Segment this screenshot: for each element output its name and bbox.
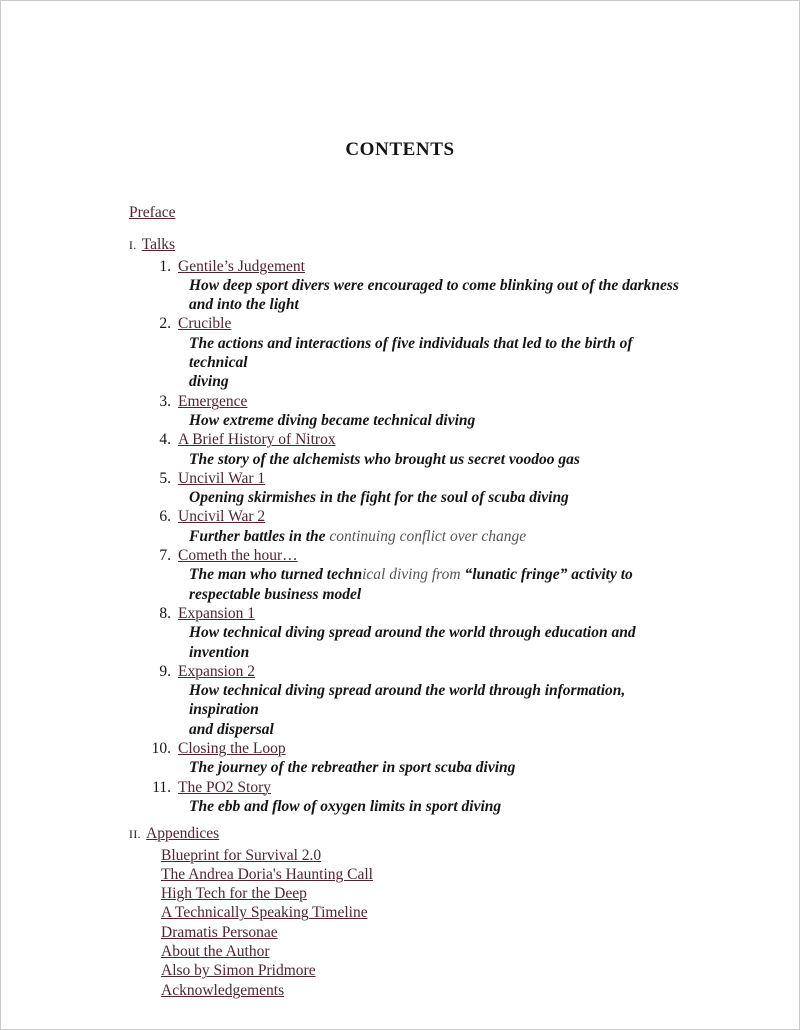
appendix-link[interactable]: The Andrea Doria's Haunting Call [161,865,373,883]
chapter-title-row [129,739,671,758]
toc-page [1,1,799,1000]
chapter-number: 4. [159,431,171,449]
appendix-link[interactable]: High Tech for the Deep [161,885,307,903]
chapter-description [189,488,694,507]
description-text: How deep sport divers were encouraged to come blinking out of the darkness [189,276,679,294]
chapter-link[interactable]: Emergence [178,392,248,410]
toc-chapter-item [129,314,671,391]
chapter-title-row [129,507,671,526]
chapter-link[interactable]: Cometh the hour… [178,547,298,565]
description-text: Further battles in the [189,527,330,545]
toc-appendix-item [161,903,671,922]
toc-chapter-item [129,662,671,739]
chapter-description [189,276,694,315]
chapter-number: 5. [159,469,171,487]
toc-appendix-item [161,884,671,903]
description-text: respectable business model [189,585,362,603]
chapter-list [129,257,679,817]
chapter-title-row [129,469,671,488]
appendix-list [161,846,671,1000]
description-text: The story of the alchemists who brought us secret voodoo gas [189,450,580,468]
description-text: diving [189,373,229,391]
chapter-link[interactable]: Closing the Loop [178,740,286,758]
section-talks-head [129,235,671,256]
chapter-description [189,411,694,430]
section-talks-link[interactable]: Talks [141,236,176,254]
chapter-description [189,797,694,816]
page-title: CONTENTS [345,139,455,160]
description-text: ical diving from [362,566,465,584]
toc-appendix-item [161,961,671,980]
toc-chapter-item [129,469,671,508]
chapter-link[interactable]: A Brief History of Nitrox [178,431,336,449]
description-text: “lunatic fringe” activity to [464,566,633,584]
chapter-description [189,565,694,604]
appendix-link[interactable]: Acknowledgements [161,981,285,999]
toc-chapter-item [129,507,671,546]
description-text: The ebb and flow of oxygen limits in sport diving [189,797,502,815]
section-appendices-head [129,824,671,845]
appendix-link[interactable]: Dramatis Personae [161,923,278,941]
preface-link[interactable]: Preface [129,204,176,221]
chapter-description [189,681,694,739]
toc-appendix-item [161,942,671,961]
chapter-number: 8. [159,604,171,622]
chapter-link[interactable]: Uncivil War 2 [178,508,266,526]
chapter-title-row [129,257,671,276]
chapter-number: 7. [159,547,171,565]
chapter-link[interactable]: Uncivil War 1 [178,469,266,487]
chapter-description [189,623,694,662]
appendix-link[interactable]: About the Author [161,942,270,960]
toc-appendix-item [161,923,671,942]
toc-chapter-item [129,430,671,469]
appendix-link[interactable]: Also by Simon Pridmore [161,962,316,980]
chapter-title-row [129,392,671,411]
toc-appendix-item [161,846,671,865]
chapter-description [189,450,694,469]
section-numeral: II. [129,829,142,842]
toc-chapter-item [129,392,671,431]
description-text: The journey of the rebreather in sport scuba diving [189,759,516,777]
description-text: How technical diving spread around the world through information, inspiration [189,682,626,719]
chapter-title-row [129,604,671,623]
description-text: and dispersal [189,720,274,738]
toc-chapter-item [129,604,671,662]
chapter-description [189,758,694,777]
chapter-number: 9. [159,662,171,680]
toc-chapter-item [129,739,671,778]
chapter-number: 11. [152,778,171,796]
section-numeral: I. [129,240,137,253]
description-text: The man who turned techn [189,566,363,584]
toc-chapter-item [129,778,671,817]
description-text: continuing conflict over change [329,527,527,545]
chapter-link[interactable]: Expansion 1 [178,604,256,622]
chapter-number: 6. [159,508,171,526]
chapter-link[interactable]: Expansion 2 [178,662,256,680]
description-text: Opening skirmishes in the fight for the soul of scuba diving [189,489,569,507]
chapter-number: 1. [159,257,171,275]
chapter-title-row [129,314,671,333]
section-talks [129,235,679,816]
chapter-description [189,334,694,392]
chapter-title-row [129,778,671,797]
toc-chapter-item [129,546,671,604]
appendix-link[interactable]: Blueprint for Survival 2.0 [161,846,322,864]
description-text: and into the light [189,296,299,314]
toc-appendix-item [161,981,671,1000]
chapter-link[interactable]: The PO2 Story [178,778,271,796]
preface-row [129,203,671,222]
chapter-link[interactable]: Crucible [178,315,232,333]
chapter-link[interactable]: Gentile’s Judgement [178,257,305,275]
chapter-title-row [129,546,671,565]
toc-chapter-item [129,257,679,315]
chapter-number: 3. [159,392,171,410]
description-text: How extreme diving became technical diving [189,411,476,429]
chapter-number: 2. [159,315,171,333]
chapter-number: 10. [151,740,171,758]
appendix-link[interactable]: A Technically Speaking Timeline [161,904,368,922]
description-text: How technical diving spread around the world through education and invention [189,624,636,661]
description-text: The actions and interactions of five individuals that led to the birth of technical [189,334,633,372]
chapter-title-row [129,662,671,681]
chapter-description [189,527,694,546]
section-appendices-link[interactable]: Appendices [146,825,220,843]
toc-appendix-item [161,865,671,884]
chapter-title-row [129,430,671,449]
section-appendices [129,824,671,1000]
